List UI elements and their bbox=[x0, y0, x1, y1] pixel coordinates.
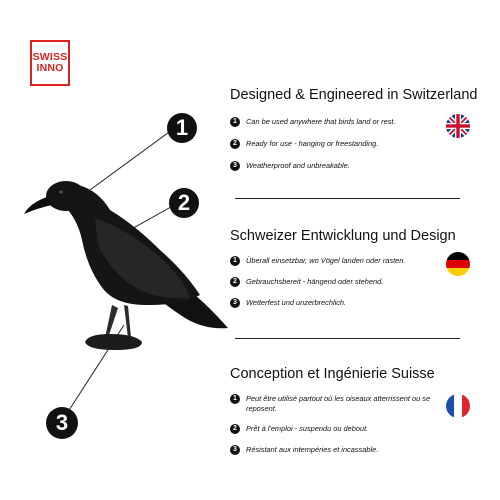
list-item: 1 Can be used anywhere that birds land or rest. bbox=[230, 117, 495, 127]
list-item: 2 Prêt à l'emploi - suspendu ou debout. bbox=[230, 424, 435, 434]
section-title-german: Schweizer Entwicklung und Design bbox=[230, 228, 456, 244]
number-badge: 2 bbox=[230, 139, 240, 149]
raven-leg-front bbox=[105, 305, 118, 338]
raven-head bbox=[46, 181, 86, 211]
list-item: 3 Résistant aux intempéries et incassable. bbox=[230, 445, 435, 455]
list-item: 3 Weatherproof and unbreakable. bbox=[230, 161, 495, 171]
french-flag-icon bbox=[446, 394, 470, 418]
list-item: 1 Überall einsetzbar, wo Vögel landen oder rasten. bbox=[230, 256, 495, 266]
raven-beak bbox=[24, 197, 52, 214]
logo-line-2: INNO bbox=[36, 62, 64, 74]
section-title-english: Designed & Engineered in Switzerland bbox=[230, 87, 478, 103]
number-badge: 2 bbox=[230, 424, 240, 434]
list-item: 2 Ready for use - hanging or freestanding. bbox=[230, 139, 495, 149]
raven-leg-back bbox=[124, 305, 131, 338]
divider bbox=[235, 198, 460, 199]
number-badge: 1 bbox=[230, 117, 240, 127]
number-badge: 3 bbox=[230, 298, 240, 308]
number-badge: 1 bbox=[230, 394, 240, 404]
list-item: 1 Peut être utilisé partout où les oiseaux atterrissent ou se reposent. bbox=[230, 394, 435, 414]
callout-line-1 bbox=[90, 127, 176, 190]
number-badge: 1 bbox=[230, 256, 240, 266]
callout-number-1: 1 bbox=[175, 115, 189, 140]
divider bbox=[235, 338, 460, 339]
list-item: 3 Wetterfest und unzerbrechlich. bbox=[230, 298, 495, 308]
raven-base bbox=[85, 334, 142, 350]
german-flag-icon bbox=[446, 252, 470, 276]
uk-flag-icon bbox=[446, 114, 470, 138]
section-title-french: Conception et Ingénierie Suisse bbox=[230, 366, 435, 382]
number-badge: 3 bbox=[230, 445, 240, 455]
number-badge: 3 bbox=[230, 161, 240, 171]
callout-number-2: 2 bbox=[177, 190, 191, 215]
number-badge: 2 bbox=[230, 277, 240, 287]
bullet-list-french bbox=[230, 394, 435, 455]
logo-line-1: SWISS bbox=[32, 51, 68, 63]
raven-eye bbox=[59, 190, 62, 193]
callout-number-3: 3 bbox=[55, 410, 69, 435]
list-item: 2 Gebrauchsbereit - hängend oder stehend. bbox=[230, 277, 495, 287]
